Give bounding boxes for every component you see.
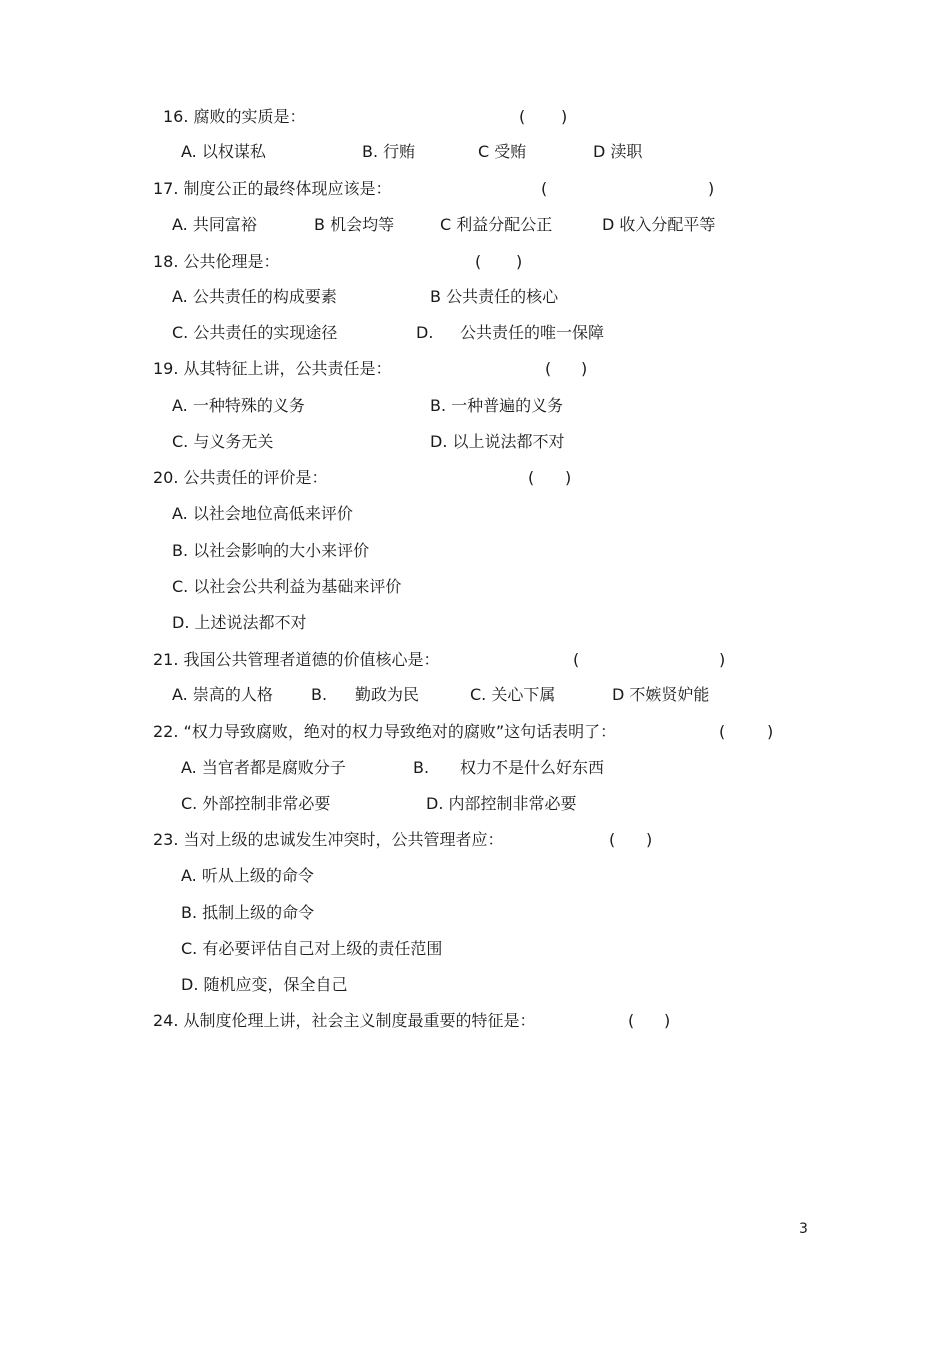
option-d-label: D.	[416, 323, 434, 342]
option-a: A. 以权谋私	[181, 142, 266, 161]
question-17-stem: 17. 制度公正的最终体现应该是：	[153, 179, 392, 198]
answer-paren-close: )	[561, 107, 568, 126]
option-c: C. 关心下属	[470, 685, 556, 704]
answer-paren-close: )	[708, 179, 715, 198]
answer-paren-open: (	[719, 722, 726, 741]
answer-paren-close: )	[581, 359, 588, 378]
option-d: D 不嫉贤妒能	[612, 685, 710, 704]
option-a: A. 当官者都是腐败分子	[181, 758, 346, 777]
option-d-text: 公共责任的唯一保障	[460, 323, 605, 342]
option-b: B 机会均等	[314, 215, 395, 234]
option-b-label: B.	[413, 758, 430, 777]
option-d: D. 以上说法都不对	[430, 432, 565, 451]
answer-paren-open: (	[545, 359, 552, 378]
option-c: C. 以社会公共利益为基础来评价	[172, 577, 402, 596]
page-number: 3	[799, 1221, 808, 1237]
answer-paren-open: (	[528, 468, 535, 487]
answer-paren-open: (	[573, 650, 580, 669]
option-c: C. 外部控制非常必要	[181, 794, 331, 813]
option-a: A. 以社会地位高低来评价	[172, 504, 353, 523]
option-a: A. 崇高的人格	[172, 685, 273, 704]
option-b-label: B.	[311, 685, 328, 704]
answer-paren-close: )	[719, 650, 726, 669]
option-b-text: 勤政为民	[355, 685, 420, 704]
answer-paren-close: )	[565, 468, 572, 487]
option-a: A. 一种特殊的义务	[172, 396, 305, 415]
option-d: D. 上述说法都不对	[172, 613, 307, 632]
option-c: C. 公共责任的实现途径	[172, 323, 338, 342]
answer-paren-close: )	[767, 722, 774, 741]
option-b: B. 行贿	[362, 142, 416, 161]
answer-paren-close: )	[646, 830, 653, 849]
question-19-stem: 19. 从其特征上讲，公共责任是：	[153, 359, 392, 378]
question-23-stem: 23. 当对上级的忠诚发生冲突时，公共管理者应：	[153, 830, 504, 849]
question-20-stem: 20. 公共责任的评价是：	[153, 468, 328, 487]
option-c: C 利益分配公正	[440, 215, 553, 234]
answer-paren-open: (	[541, 179, 548, 198]
option-d: D. 内部控制非常必要	[426, 794, 577, 813]
question-22-stem: 22. “权力导致腐败，绝对的权力导致绝对的腐败”这句话表明了：	[153, 722, 617, 741]
option-c: C 受贿	[478, 142, 527, 161]
answer-paren-open: (	[628, 1011, 635, 1030]
option-d: D 收入分配平等	[602, 215, 716, 234]
option-a: A. 听从上级的命令	[181, 866, 314, 885]
answer-paren-open: (	[609, 830, 616, 849]
option-b: B. 抵制上级的命令	[181, 903, 315, 922]
answer-paren-open: (	[519, 107, 526, 126]
option-b: B 公共责任的核心	[430, 287, 559, 306]
answer-paren-close: )	[516, 252, 523, 271]
option-a: A. 共同富裕	[172, 215, 257, 234]
option-a: A. 公共责任的构成要素	[172, 287, 337, 306]
question-18-stem: 18. 公共伦理是：	[153, 252, 280, 271]
question-16-stem: 16. 腐败的实质是：	[163, 107, 306, 126]
answer-paren-open: (	[475, 252, 482, 271]
option-c: C. 有必要评估自己对上级的责任范围	[181, 939, 443, 958]
option-d: D 渎职	[593, 142, 643, 161]
option-d: D. 随机应变，保全自己	[181, 975, 348, 994]
answer-paren-close: )	[664, 1011, 671, 1030]
question-24-stem: 24. 从制度伦理上讲，社会主义制度最重要的特征是：	[153, 1011, 536, 1030]
option-b: B. 一种普遍的义务	[430, 396, 564, 415]
option-b: B. 以社会影响的大小来评价	[172, 541, 370, 560]
question-21-stem: 21. 我国公共管理者道德的价值核心是：	[153, 650, 440, 669]
option-b-text: 权力不是什么好东西	[460, 758, 605, 777]
option-c: C. 与义务无关	[172, 432, 274, 451]
